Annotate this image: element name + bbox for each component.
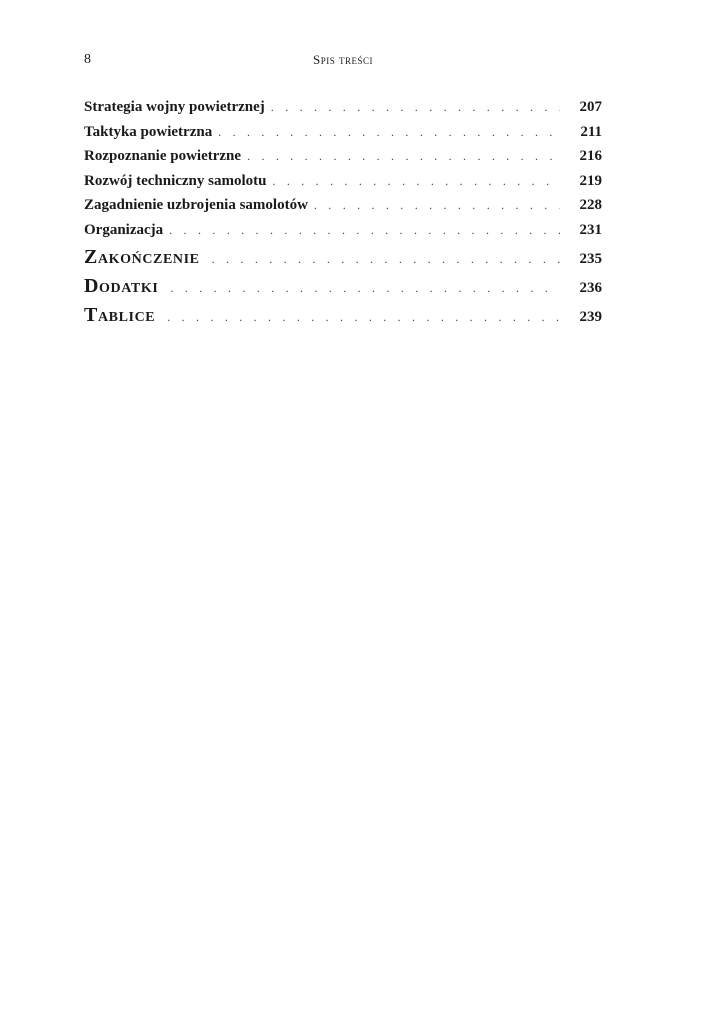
toc-dot-leader — [170, 281, 560, 296]
toc-entry[interactable] — [84, 99, 602, 124]
toc-dot-leader — [314, 198, 560, 213]
toc-dot-leader — [272, 174, 560, 189]
toc-entry[interactable] — [84, 197, 602, 222]
toc-dot-leader — [212, 252, 560, 267]
toc-chapter-page: 236 — [579, 280, 602, 296]
toc-entry[interactable] — [84, 173, 602, 198]
toc-entry-title: Rozwój techniczny samolotu — [84, 172, 267, 189]
running-head — [84, 52, 602, 70]
table-of-contents — [84, 99, 602, 333]
toc-entry-title: Strategia wojny powietrznej — [84, 99, 265, 115]
page-number: 8 — [84, 52, 91, 67]
toc-entry[interactable] — [84, 124, 602, 149]
toc-entry[interactable] — [84, 148, 602, 173]
toc-chapter-title: Zakończenie — [84, 246, 200, 268]
toc-dot-leader — [247, 149, 560, 164]
toc-dot-leader — [169, 223, 560, 238]
toc-chapter-page: 239 — [579, 309, 602, 325]
toc-entry-title: Zagadnienie uzbrojenia samolotów — [84, 197, 308, 213]
toc-entry-title: Organizacja — [84, 221, 164, 238]
toc-dot-leader — [218, 125, 560, 140]
toc-chapter-page: 235 — [579, 251, 602, 267]
toc-entry-page: 231 — [579, 221, 602, 238]
toc-dot-leader — [167, 310, 560, 325]
toc-entry-page: 219 — [579, 172, 602, 189]
toc-chapter-title: Tablice — [84, 304, 156, 326]
toc-dot-leader — [271, 100, 560, 115]
toc-chapter-entry[interactable] — [84, 304, 602, 333]
toc-entry-page: 207 — [579, 99, 602, 115]
toc-chapter-entry[interactable] — [84, 275, 602, 304]
running-head-title: Spis treści — [313, 52, 373, 67]
toc-entry-title: Taktyka powietrzna — [84, 123, 213, 140]
toc-chapter-title: Dodatki — [84, 275, 159, 297]
toc-chapter-entry[interactable] — [84, 246, 602, 275]
toc-entry-page: 211 — [580, 123, 602, 140]
toc-entry-page: 228 — [579, 197, 602, 213]
toc-entry-page: 216 — [579, 148, 602, 164]
toc-entry[interactable] — [84, 222, 602, 247]
toc-entry-title: Rozpoznanie powietrzne — [84, 148, 242, 164]
